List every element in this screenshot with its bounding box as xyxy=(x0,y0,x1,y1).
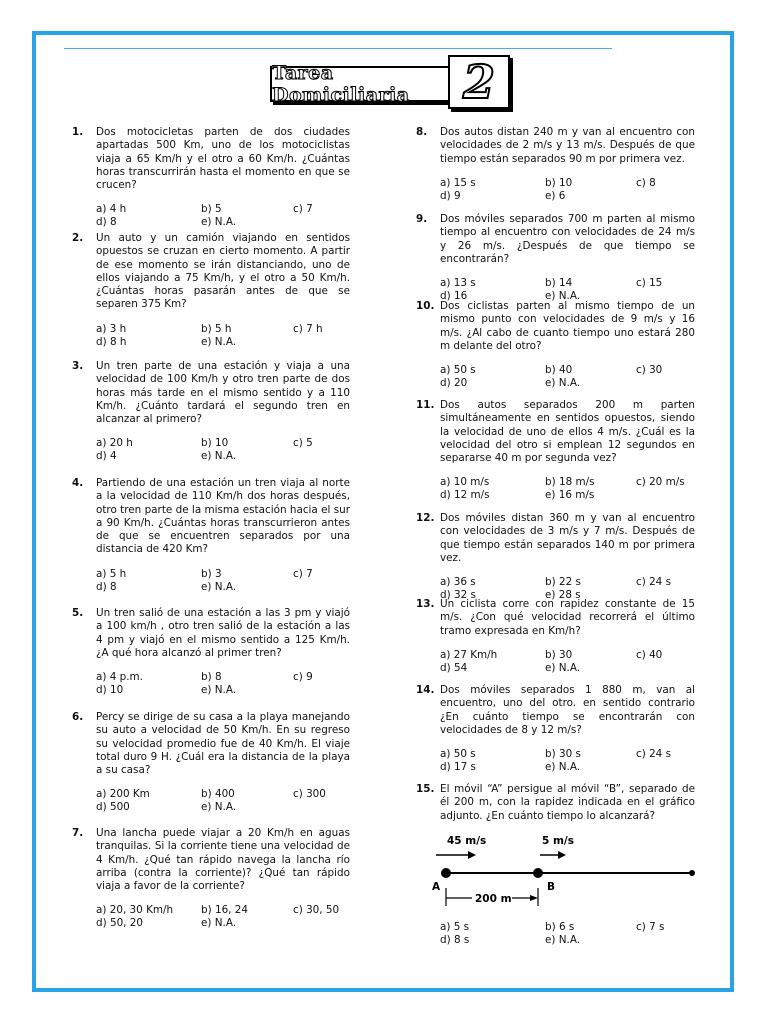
answer-option: d) 12 m/s xyxy=(440,489,490,502)
point-a xyxy=(441,868,451,878)
answer-option: c) 300 xyxy=(293,788,326,801)
answer-option: e) N.A. xyxy=(201,216,237,229)
answer-option: b) 16, 24 xyxy=(201,904,249,917)
answer-option: c) 24 s xyxy=(636,748,672,761)
answer-option: e) N.A. xyxy=(545,761,581,774)
answer-option: c) 15 xyxy=(636,277,663,290)
question-text: Dos móviles separados 1 880 m, van al encuentro, uno del otro. en sentido contrario ¿En cuánto tiempo se encontrarán con velocidades de 8 y 12 m/s? xyxy=(440,684,695,736)
answer-option: e) N.A. xyxy=(201,580,237,593)
homework-number-badge: 2 xyxy=(448,55,510,109)
question-number: 15. xyxy=(416,783,435,795)
answer-option: d) 4 xyxy=(96,450,117,463)
answer-option: b) 5 xyxy=(201,203,222,216)
question-4 xyxy=(72,477,350,595)
question-number: 4. xyxy=(72,477,84,489)
arrow-a-head xyxy=(468,851,476,859)
question-text: Dos móviles separados 700 m parten al mismo tiempo al encuentro con velocidades de 24 m/s y 26 m/s. ¿Después de que tiempo se encontrarán? xyxy=(440,213,695,265)
answer-options xyxy=(440,921,695,948)
point-b xyxy=(533,868,543,878)
answer-option: a) 20, 30 Km/h xyxy=(96,904,174,917)
answer-options xyxy=(440,649,695,676)
answer-option: c) 7 s xyxy=(636,920,665,933)
answer-option: c) 30 xyxy=(636,364,663,377)
answer-option: a) 5 s xyxy=(440,920,470,933)
answer-option: b) 10 xyxy=(545,176,573,189)
answer-option: a) 4 h xyxy=(96,203,127,216)
answer-option: a) 50 s xyxy=(440,748,476,761)
question-text: El móvil “A” persigue al móvil “B”, separado de él 200 m, con la rapidez indicada en el gráfico adjunto. ¿En cuánto tiempo lo alcanzará? xyxy=(440,783,695,822)
question-text: Un ciclista corre con rapidez constante de 15 m/s. ¿Con qué velocidad recorrerá el último tramo expresada en Km/h? xyxy=(440,598,695,637)
answer-option: c) 8 xyxy=(636,176,656,189)
answer-option: c) 9 xyxy=(293,671,313,684)
answer-option: c) 7 xyxy=(293,567,313,580)
question-number: 5. xyxy=(72,607,84,619)
answer-option: b) 10 xyxy=(201,437,229,450)
answer-option: b) 3 xyxy=(201,567,222,580)
motion-diagram xyxy=(430,828,700,918)
question-number: 7. xyxy=(72,827,84,839)
question-text: Un auto y un camión viajando en sentidos opuestos se cruzan en cierto momento. A partir de ese momento se irán distanciando, uno de ellos viajando a 75 Km/h, y el otro a 50 Km/h. ¿Cuántas horas pasarán antes de que se separen 375 Km? xyxy=(96,232,350,311)
label-b: B xyxy=(547,881,556,893)
question-number: 9. xyxy=(416,213,428,225)
question-9 xyxy=(416,213,695,304)
question-2 xyxy=(72,232,350,350)
question-text: Dos autos distan 240 m y van al encuentro con velocidades de 2 m/s y 13 m/s. Después de que tiempo están separados 90 m por primera vez. xyxy=(440,126,695,165)
answer-option: c) 30, 50 xyxy=(293,904,340,917)
answer-option: b) 18 m/s xyxy=(545,476,595,489)
answer-options xyxy=(96,437,350,464)
question-number: 13. xyxy=(416,598,435,610)
answer-options xyxy=(96,904,350,931)
question-number: 1. xyxy=(72,126,84,138)
question-12 xyxy=(416,512,695,603)
answer-option: c) 40 xyxy=(636,648,663,661)
answer-option: a) 20 h xyxy=(96,437,133,450)
answer-option: d) 20 xyxy=(440,377,468,390)
answer-option: d) 17 s xyxy=(440,761,476,774)
answer-options xyxy=(440,748,695,775)
question-number: 12. xyxy=(416,512,435,524)
question-text: Partiendo de una estación un tren viaja al norte a la velocidad de 110 Km/h dos horas después, otro tren parte de la misma estación hacia el sur a 90 Km/h. ¿Cuántas horas transcurrieron antes de que se encuentren separados por una distancia de 420 Km? xyxy=(96,477,350,556)
answer-option: b) 6 s xyxy=(545,920,575,933)
answer-option: b) 22 s xyxy=(545,576,581,589)
answer-option: d) 8 s xyxy=(440,933,470,946)
answer-option: a) 200 Km xyxy=(96,788,150,801)
question-number: 8. xyxy=(416,126,428,138)
answer-option: a) 13 s xyxy=(440,277,476,290)
question-8 xyxy=(416,126,695,204)
answer-option: d) 32 s xyxy=(440,589,476,602)
answer-option: b) 40 xyxy=(545,364,573,377)
question-5 xyxy=(72,607,350,698)
answer-options xyxy=(96,671,350,698)
answer-option: b) 14 xyxy=(545,277,573,290)
question-11 xyxy=(416,399,695,503)
question-number: 10. xyxy=(416,300,435,312)
answer-option: e) N.A. xyxy=(545,290,581,303)
question-6 xyxy=(72,711,350,815)
answer-option: d) 54 xyxy=(440,661,468,674)
question-text: Una lancha puede viajar a 20 Km/h en aguas tranquilas. Si la corriente tiene una velocidad de 4 Km/h. ¿Qué tan rápido navega la lancha río arriba (contra la corriente)? ¿Qué tan rápido viaja a favor de la corriente? xyxy=(96,827,350,893)
answer-option: d) 10 xyxy=(96,684,124,697)
answer-option: d) 50, 20 xyxy=(96,917,144,930)
answer-option: c) 24 s xyxy=(636,576,672,589)
question-text: Dos ciclistas parten al mismo tiempo de un mismo punto con velocidades de 9 m/s y 16 m/s. ¿Al cabo de cuanto tiempo uno estará 280 m delante del otro? xyxy=(440,300,695,352)
answer-option: e) N.A. xyxy=(201,450,237,463)
answer-option: a) 3 h xyxy=(96,322,127,335)
answer-option: e) N.A. xyxy=(201,335,237,348)
answer-option: e) N.A. xyxy=(545,661,581,674)
answer-option: b) 400 xyxy=(201,788,235,801)
answer-option: d) 8 h xyxy=(96,335,127,348)
answer-option: b) 30 xyxy=(545,648,573,661)
answer-options xyxy=(96,788,350,815)
answer-option: e) 6 xyxy=(545,189,566,202)
answer-options xyxy=(440,364,695,391)
answer-option: c) 5 xyxy=(293,437,313,450)
answer-option: a) 50 s xyxy=(440,364,476,377)
answer-option: e) N.A. xyxy=(201,917,237,930)
answer-option: e) 16 m/s xyxy=(545,489,595,502)
track-end xyxy=(689,870,695,876)
answer-option: a) 4 p.m. xyxy=(96,671,143,684)
answer-option: e) N.A. xyxy=(201,684,237,697)
speed-b-label: 5 m/s xyxy=(542,835,574,847)
question-14 xyxy=(416,684,695,775)
motion-diagram-svg xyxy=(430,828,700,918)
answer-option: e) 28 s xyxy=(545,589,581,602)
answer-option: d) 500 xyxy=(96,801,130,814)
answer-option: b) 8 xyxy=(201,671,222,684)
question-text: Un tren parte de una estación y viaja a una velocidad de 100 Km/h y otro tren parte de dos horas más tarde en el mismo sentido y a 110 Km/h. ¿Cuánto tardará el segundo tren en alcanzar al primero? xyxy=(96,360,350,426)
question-text: Dos motocicletas parten de dos ciudades apartadas 500 Km, uno de los motociclistas viaja a 65 Km/h y el otro a 60 Km/h. ¿Cuántas horas transcurrirán hasta el momento en que se crucen? xyxy=(96,126,350,192)
question-number: 11. xyxy=(416,399,435,411)
page-title-text: Tarea Domiciliaria xyxy=(272,62,410,106)
answer-option: d) 9 xyxy=(440,189,461,202)
question-number: 2. xyxy=(72,232,84,244)
question-10 xyxy=(416,300,695,391)
question-13 xyxy=(416,598,695,676)
answer-option: a) 15 s xyxy=(440,176,476,189)
question-1 xyxy=(72,126,350,230)
answer-option: e) N.A. xyxy=(201,801,237,814)
question-number: 3. xyxy=(72,360,84,372)
answer-option: a) 27 Km/h xyxy=(440,648,498,661)
answer-option: a) 10 m/s xyxy=(440,476,490,489)
answer-options xyxy=(440,476,695,503)
answer-options xyxy=(96,568,350,595)
top-rule xyxy=(64,48,612,49)
answer-option: c) 7 h xyxy=(293,322,323,335)
answer-option: e) N.A. xyxy=(545,377,581,390)
question-3 xyxy=(72,360,350,464)
answer-option: d) 8 xyxy=(96,216,117,229)
answer-option: b) 5 h xyxy=(201,322,232,335)
answer-option: c) 20 m/s xyxy=(636,476,685,489)
answer-options xyxy=(440,177,695,204)
question-text: Dos móviles distan 360 m y van al encuentro con velocidades de 3 m/s y 7 m/s. Después de que tiempo están separados 140 m por primera vez. xyxy=(440,512,695,564)
answer-option: d) 16 xyxy=(440,290,468,303)
question-7 xyxy=(72,827,350,931)
question-text: Un tren salió de una estación a las 3 pm y viajó a 100 km/h , otro tren salió de la estación a las 4 pm y viajó en el mismo sentido a 125 Km/h. ¿A qué hora alcanzó al primer tren? xyxy=(96,607,350,659)
answer-option: d) 8 xyxy=(96,580,117,593)
speed-a-label: 45 m/s xyxy=(447,835,487,847)
page-title xyxy=(270,62,452,106)
answer-option: c) 7 xyxy=(293,203,313,216)
answer-option: a) 5 h xyxy=(96,567,127,580)
distance-label: 200 m xyxy=(475,893,512,905)
answer-option: e) N.A. xyxy=(545,933,581,946)
question-number: 14. xyxy=(416,684,435,696)
arrow-b-head xyxy=(558,851,566,859)
answer-option: b) 30 s xyxy=(545,748,581,761)
question-text: Dos autos separados 200 m parten simultáneamente en sentidos opuestos, siendo la velocidad de uno de ellos 4 m/s. ¿Cuál es la velocidad del otro si emplean 12 segundos en separarse 40 m por segunda vez? xyxy=(440,399,695,465)
answer-options xyxy=(96,203,350,230)
answer-option: a) 36 s xyxy=(440,576,476,589)
label-a: A xyxy=(432,881,441,893)
dim-arrow-head xyxy=(530,895,538,901)
question-text: Percy se dirige de su casa a la playa manejando su auto a velocidad de 50 Km/h. En su regreso su velocidad promedio fue de 40 Km/h. El viaje total duro 9 H. ¿Cuál era la distancia de la playa a su casa? xyxy=(96,711,350,777)
question-number: 6. xyxy=(72,711,84,723)
answer-options xyxy=(96,323,350,350)
